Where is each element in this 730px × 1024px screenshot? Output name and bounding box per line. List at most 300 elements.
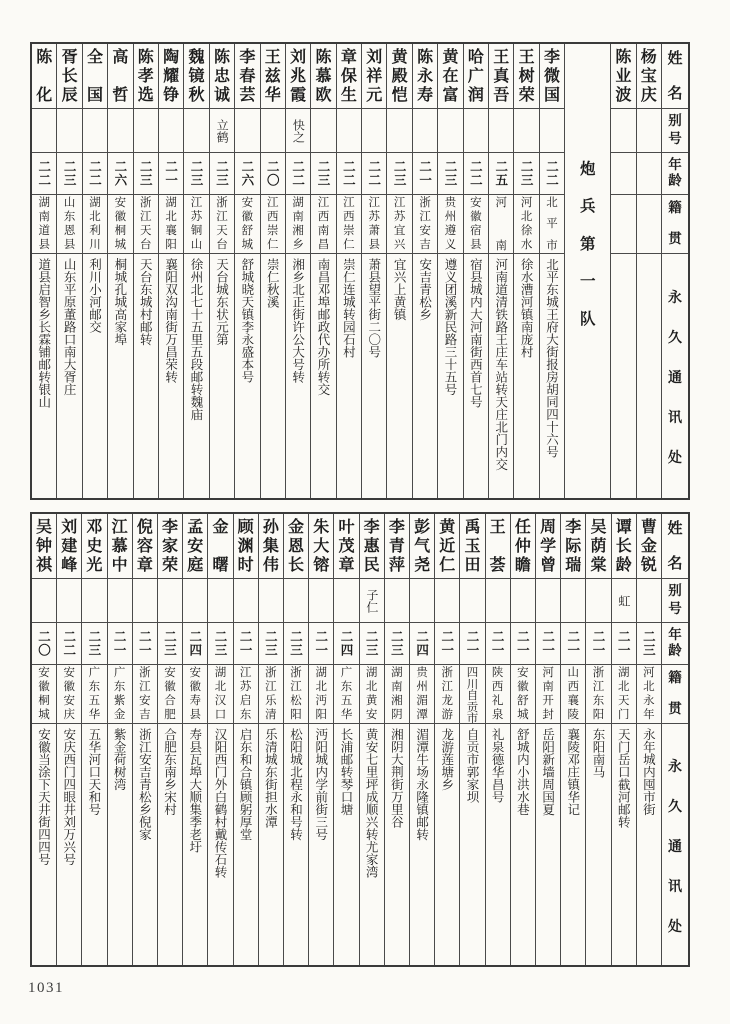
unit-divider-column [564, 44, 610, 498]
header-permanent-address-char: 久 [668, 330, 682, 346]
alias-cell [637, 579, 661, 623]
header-name-cell [662, 44, 688, 109]
address-text: 河南道清铁路王庄车站转天庄北门内交 [493, 258, 509, 471]
native-place-cell [210, 195, 234, 254]
name-cell [134, 44, 158, 109]
name-cell [410, 514, 434, 579]
address-text: 遵义团溪新民路三十五号 [442, 258, 458, 396]
header-permanent-address-char: 讯 [668, 878, 682, 895]
native-place-char: 江 [290, 679, 302, 694]
alias-cell [261, 109, 285, 153]
address-text: 南昌邓埠邮政代办所转交 [316, 258, 331, 396]
native-place-char: 恩 [63, 223, 76, 238]
native-place-char: 浙 [441, 665, 454, 679]
native-place-char: 江 [239, 665, 252, 679]
native-place-char: 礼 [491, 693, 504, 708]
header-column [661, 44, 688, 498]
name-char: 气 [414, 536, 431, 555]
native-place-char: 兴 [393, 237, 406, 252]
address-cell [259, 724, 283, 965]
header-native-place-cell [662, 665, 688, 724]
name-char: 王 [489, 517, 506, 536]
native-place-cell [337, 195, 361, 254]
name-char: 任 [514, 517, 531, 536]
native-place-char: 江 [393, 195, 406, 209]
alias-cell [410, 579, 434, 623]
address-text: 宿县城内大河南街西首七号 [468, 258, 484, 408]
alias-cell [435, 579, 459, 623]
name-char: 镕 [313, 555, 330, 574]
roster-table-top [30, 42, 690, 500]
address-cell [210, 254, 234, 498]
name-cell [637, 514, 661, 579]
name-cell [284, 514, 308, 579]
name-char: 陈 [615, 47, 632, 66]
address-cell [311, 254, 335, 498]
address-cell [637, 254, 661, 498]
alias-cell [612, 579, 636, 623]
name-char: 春 [239, 66, 256, 85]
age-text: 二五 [493, 160, 509, 187]
native-place-char: 河 [542, 665, 554, 679]
native-place-cell [57, 665, 81, 724]
age-text: 二一 [163, 160, 179, 187]
native-place-char: 河 [643, 665, 655, 679]
name-cell [108, 514, 132, 579]
native-place-cell [234, 665, 258, 724]
alias-cell [210, 109, 234, 153]
name-cell [32, 514, 56, 579]
native-place-char: 苏 [368, 209, 381, 224]
header-name-cell [662, 514, 688, 579]
name-char: 华 [264, 85, 281, 104]
age-cell [360, 623, 384, 665]
address-text: 东阳南马 [590, 728, 606, 778]
native-place-char: 浙 [139, 665, 151, 679]
native-place-char: 川 [466, 676, 479, 691]
alias-cell [360, 579, 384, 623]
name-char: 孙 [262, 517, 279, 536]
address-text: 长浦邮转琴口塘 [338, 728, 354, 816]
name-char: 章 [340, 47, 357, 66]
native-place-char: 封 [542, 707, 554, 722]
native-place-cell [32, 195, 56, 254]
native-place-char: 桐 [114, 223, 127, 238]
native-place-char: 宿 [470, 223, 482, 238]
name-char: 禹 [464, 517, 481, 536]
age-cell [536, 623, 560, 665]
name-char: 刘 [290, 47, 307, 66]
age-text: 二三 [316, 160, 331, 187]
unit-divider-label-char: 兵 [579, 196, 596, 216]
native-place-char: 崇 [266, 223, 279, 238]
age-cell [611, 153, 635, 195]
alias-cell [486, 579, 510, 623]
native-place-cell [362, 195, 386, 254]
age-cell [183, 623, 207, 665]
native-place-char: 安 [470, 195, 482, 209]
address-text: 浙江安吉青松乡倪家 [137, 728, 153, 841]
native-place-char: 城 [114, 237, 127, 252]
age-cell [158, 623, 182, 665]
alias-cell [83, 109, 107, 153]
native-place-char: 江 [419, 209, 431, 224]
name-char: 学 [540, 536, 557, 555]
address-cell [234, 724, 258, 965]
native-place-char: 湖 [38, 195, 50, 209]
alias-cell [32, 109, 56, 153]
name-cell [612, 514, 636, 579]
native-place-cell [536, 665, 560, 724]
name-char: 尧 [414, 555, 431, 574]
name-char: 富 [442, 85, 459, 104]
native-place-char: 仁 [266, 237, 279, 252]
name-cell [286, 44, 310, 109]
address-text: 徐水漕河镇南庞村 [519, 258, 535, 358]
name-cell [159, 44, 183, 109]
name-char: 恩 [288, 536, 305, 555]
alias-cell [284, 579, 308, 623]
age-text: 二三 [86, 630, 102, 657]
header-permanent-address-char: 通 [668, 370, 682, 386]
address-text: 启东和合镇顾躬厚堂 [238, 728, 254, 841]
name-cell [133, 514, 157, 579]
native-place-char: 徽 [189, 679, 201, 694]
native-place-char: 四 [466, 665, 479, 679]
native-place-char: 山 [567, 665, 580, 679]
age-text: 二三 [389, 630, 405, 657]
alias-cell [489, 109, 513, 153]
person-column [233, 514, 258, 965]
name-char: 生 [340, 85, 357, 104]
age-cell [108, 153, 132, 195]
age-text: 二四 [187, 630, 203, 657]
native-place-char: 徐 [520, 223, 533, 238]
address-cell [486, 724, 510, 965]
name-cell [464, 44, 488, 109]
name-char: 杨 [640, 47, 657, 66]
age-cell [82, 623, 106, 665]
name-char: 庭 [187, 555, 204, 574]
name-char: 金 [640, 536, 657, 555]
native-place-cell [612, 665, 636, 724]
header-alias-cell [662, 109, 688, 153]
native-place-char: 广 [88, 665, 101, 679]
address-text: 北平东城王府大街报房胡同四十六号 [544, 258, 560, 458]
native-place-cell [360, 665, 384, 724]
name-char: 长 [61, 66, 78, 85]
native-place-cell [460, 665, 484, 724]
native-place-char: 吉 [419, 237, 431, 252]
native-place-char: 北 [617, 679, 630, 694]
name-char: 家 [162, 536, 179, 555]
address-text: 礼泉德华昌号 [490, 728, 506, 803]
name-char: 周 [540, 517, 557, 536]
native-place-char: 北 [165, 209, 177, 224]
person-column [333, 514, 358, 965]
name-char: 瞻 [514, 555, 531, 574]
address-text: 宜兴上黄镇 [392, 258, 408, 321]
native-place-char: 天 [216, 223, 228, 238]
address-text: 天台东城村邮转 [138, 258, 154, 346]
name-char: 润 [467, 85, 484, 104]
alias-cell [611, 109, 635, 153]
name-char: 仁 [439, 555, 456, 574]
address-text: 天门岳口截河邮转 [616, 728, 632, 828]
address-text: 寿县瓦埠大顺集季老圩 [187, 728, 203, 853]
header-permanent-address-char: 讯 [668, 410, 682, 426]
address-cell [536, 724, 560, 965]
native-place-char: 开 [542, 693, 554, 708]
name-char: 荣 [162, 555, 179, 574]
name-cell [210, 44, 234, 109]
native-place-char: 安 [189, 665, 201, 679]
name-char: 孝 [137, 66, 154, 85]
address-text: 湘阴大荆街万里谷 [389, 728, 405, 828]
address-text: 崇仁秋溪 [265, 258, 281, 308]
native-place-char: 贵 [444, 195, 457, 209]
address-text: 利川小河邮交 [87, 258, 103, 333]
native-place-char: 贡 [466, 699, 479, 714]
age-cell [208, 623, 232, 665]
age-text: 二三 [189, 160, 205, 187]
native-place-cell [208, 665, 232, 724]
address-text: 舒城内小洪水巷 [515, 728, 531, 816]
person-column [535, 514, 560, 965]
header-age-char: 年 [668, 157, 682, 173]
name-char: 荣 [518, 85, 535, 104]
name-char: 吴 [590, 517, 607, 536]
address-cell [235, 254, 259, 498]
native-place-char: 湖 [617, 665, 630, 679]
age-text: 二一 [540, 630, 556, 657]
native-place-cell [540, 195, 564, 254]
age-cell [57, 153, 81, 195]
person-column [209, 44, 234, 498]
native-place-char: 县 [189, 707, 201, 722]
name-char: 龄 [615, 555, 632, 574]
header-permanent-address-char: 永 [668, 758, 682, 775]
name-char: 建 [61, 536, 78, 555]
address-text: 天台城东状元第 [214, 258, 230, 346]
native-place-cell [586, 665, 610, 724]
native-place-cell [158, 665, 182, 724]
address-cell [108, 724, 132, 965]
native-place-cell [261, 195, 285, 254]
native-place-char: 门 [617, 707, 630, 722]
name-char: 田 [464, 555, 481, 574]
header-native-place-char: 贯 [668, 230, 682, 247]
age-text: 二二 [36, 160, 52, 187]
person-column [183, 44, 208, 498]
unit-divider-label-char: 队 [579, 308, 596, 328]
age-cell [540, 153, 564, 195]
name-cell [362, 44, 386, 109]
person-column [82, 44, 107, 498]
native-place-char: 五 [340, 693, 353, 708]
person-column [310, 44, 335, 498]
native-place-char: 江 [368, 195, 381, 209]
name-cell [235, 44, 259, 109]
age-cell [108, 623, 132, 665]
name-char: 钟 [36, 536, 53, 555]
native-place-cell [511, 665, 535, 724]
native-place-char: 江 [266, 195, 279, 209]
header-age-char: 年 [668, 627, 682, 643]
address-cell [284, 724, 308, 965]
address-text: 永年城内囤市街 [641, 728, 657, 816]
age-text: 二一 [464, 630, 480, 657]
name-char: 慕 [315, 66, 332, 85]
name-char: 陈 [213, 47, 230, 66]
name-cell [611, 44, 635, 109]
address-cell [586, 724, 610, 965]
native-place-char: 寿 [189, 693, 201, 708]
person-column [384, 514, 409, 965]
address-cell [57, 724, 81, 965]
name-char: 哈 [467, 47, 484, 66]
name-cell [561, 514, 585, 579]
age-text: 二一 [112, 630, 128, 657]
native-place-char: 游 [441, 707, 454, 722]
native-place-char: 徽 [38, 679, 50, 694]
alias-cell [309, 579, 333, 623]
name-char: 镜 [188, 66, 205, 85]
name-cell [360, 514, 384, 579]
address-cell [612, 724, 636, 965]
native-place-char: 舒 [241, 223, 254, 238]
name-cell [385, 514, 409, 579]
native-place-char: 安 [114, 195, 127, 209]
native-place-char: 潭 [416, 707, 428, 722]
header-native-place-char: 贯 [668, 700, 682, 717]
age-text: 二三 [288, 630, 304, 657]
name-cell [337, 44, 361, 109]
name-char: 陈 [417, 47, 434, 66]
native-place-char: 东 [88, 679, 101, 694]
native-place-char: 安 [38, 665, 50, 679]
alias-cell [561, 579, 585, 623]
header-permanent-address-char: 永 [668, 290, 682, 306]
native-place-char: 浙 [140, 195, 152, 209]
age-text: 二三 [392, 160, 408, 187]
native-place-char: 北 [365, 679, 378, 694]
alias-cell [464, 109, 488, 153]
name-char: 波 [615, 85, 632, 104]
native-place-char: 市 [466, 711, 479, 724]
name-char: 安 [187, 536, 204, 555]
native-place-char: 萧 [368, 223, 381, 238]
age-text: 二二 [87, 160, 103, 187]
name-cell [637, 44, 661, 109]
native-place-char: 口 [214, 707, 227, 722]
age-cell [435, 623, 459, 665]
name-char: 祥 [366, 66, 383, 85]
person-column [485, 514, 510, 965]
name-char: 耀 [163, 66, 180, 85]
age-cell [235, 153, 259, 195]
age-text: 二六 [112, 160, 128, 187]
native-place-char: 铜 [190, 223, 203, 238]
native-place-cell [435, 665, 459, 724]
native-place-char: 北 [643, 679, 655, 694]
name-char: 李 [239, 47, 256, 66]
name-char: 忠 [213, 66, 230, 85]
native-place-char: 平 [546, 216, 558, 231]
address-cell [32, 724, 56, 965]
native-place-char: 西 [317, 209, 330, 224]
alias-cell [183, 579, 207, 623]
person-column [234, 44, 259, 498]
native-place-char: 桐 [38, 693, 50, 708]
name-char: 在 [442, 66, 459, 85]
address-cell [183, 724, 207, 965]
native-place-char: 城 [517, 707, 529, 722]
person-column [158, 44, 183, 498]
age-cell [460, 623, 484, 665]
native-place-char: 阴 [391, 707, 403, 722]
native-place-char: 湖 [391, 665, 403, 679]
native-place-char: 北 [520, 209, 533, 224]
native-place-char: 西 [491, 679, 504, 694]
age-cell [385, 623, 409, 665]
person-column [409, 514, 434, 965]
native-place-char: 道 [38, 223, 50, 238]
name-char: 广 [467, 66, 484, 85]
native-place-char: 苏 [239, 679, 252, 694]
person-column [437, 44, 462, 498]
alias-cell [134, 109, 158, 153]
native-place-cell [259, 665, 283, 724]
name-char: 兆 [290, 66, 307, 85]
name-cell [158, 514, 182, 579]
native-place-char: 水 [520, 237, 533, 252]
native-place-char: 山 [190, 237, 203, 252]
name-char: 黄 [391, 47, 408, 66]
header-name-char: 名 [667, 84, 683, 102]
name-char: 茂 [338, 536, 355, 555]
name-char: 集 [262, 536, 279, 555]
address-cell [133, 724, 157, 965]
address-text: 龙游莲塘乡 [439, 728, 455, 791]
name-char: 仲 [514, 536, 531, 555]
name-char: 王 [518, 47, 535, 66]
name-char: 曙 [212, 555, 229, 574]
name-char: 霞 [290, 85, 307, 104]
name-cell [536, 514, 560, 579]
native-place-cell [561, 665, 585, 724]
native-place-char: 湖 [214, 665, 227, 679]
address-text: 五华河口天和号 [86, 728, 102, 816]
native-place-cell [637, 665, 661, 724]
native-place-char: 昌 [317, 237, 330, 252]
address-cell [611, 254, 635, 498]
native-place-char: 安 [419, 223, 431, 238]
name-char: 朱 [313, 517, 330, 536]
age-cell [133, 623, 157, 665]
native-place-char: 河 [495, 195, 507, 209]
address-text: 自贡市郭家坝 [464, 728, 480, 803]
name-cell [208, 514, 232, 579]
native-place-char: 东 [63, 209, 76, 224]
name-char: 魏 [188, 47, 205, 66]
alias-cell [334, 579, 358, 623]
native-place-char: 湘 [292, 223, 304, 238]
alias-cell [108, 109, 132, 153]
name-char: 王 [493, 47, 510, 66]
name-char: 史 [86, 536, 103, 555]
name-cell [586, 514, 610, 579]
